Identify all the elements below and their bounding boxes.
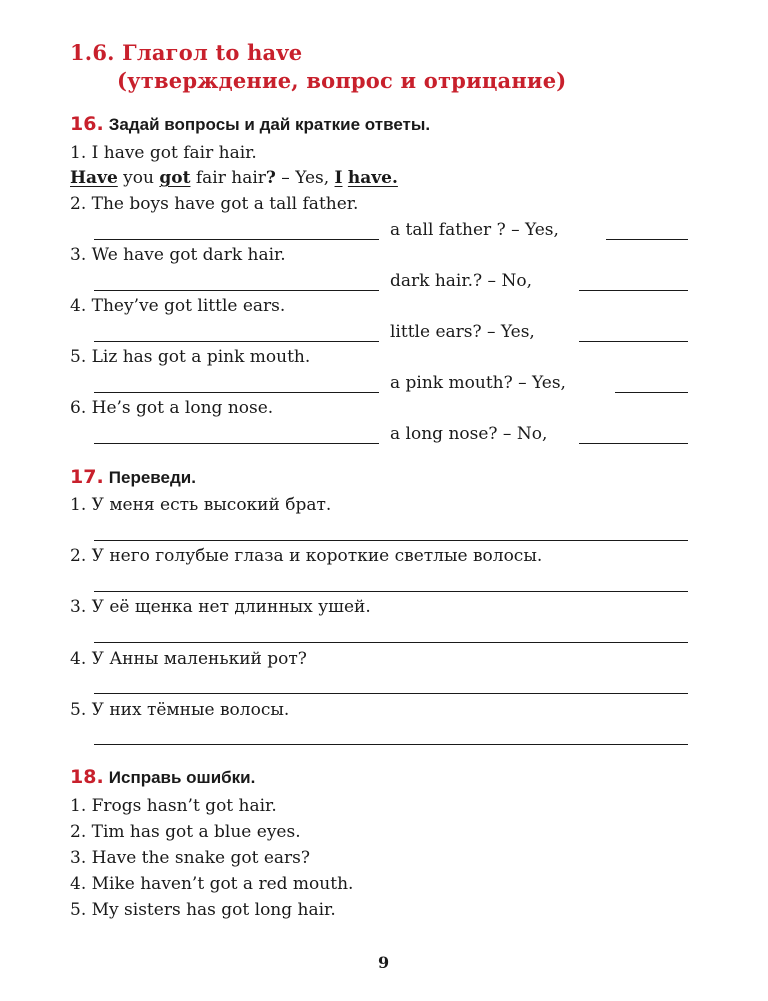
- exercise-instruction: Задай вопросы и дай краткие ответы.: [108, 115, 431, 134]
- exercise-16-header: [70, 113, 430, 135]
- answer-blank[interactable]: [94, 341, 379, 342]
- section-title: 1.6. Глагол to have: [70, 40, 303, 65]
- ex17-item: 2. У него голубые глаза и короткие светлые волосы.: [70, 546, 543, 566]
- translation-blank[interactable]: [94, 744, 688, 745]
- ex18-item: 2. Tim has got a blue eyes.: [70, 822, 301, 842]
- translation-blank[interactable]: [94, 642, 688, 643]
- example-answer: [70, 168, 398, 188]
- exercise-18-header: [70, 766, 255, 788]
- exercise-instruction: Переведи.: [108, 468, 196, 487]
- ex17-item: 3. У её щенка нет длинных ушей.: [70, 597, 371, 617]
- short-answer-blank[interactable]: [615, 392, 688, 393]
- ex16-item-prompt: 6. He’s got a long nose.: [70, 398, 274, 418]
- example-dash: – Yes,: [275, 168, 335, 188]
- short-answer-blank[interactable]: [579, 290, 688, 291]
- ex16-item-middle: a pink mouth? – Yes,: [390, 373, 566, 393]
- ex16-item-prompt: 2. The boys have got a tall father.: [70, 194, 359, 214]
- ex18-item: 3. Have the snake got ears?: [70, 848, 310, 868]
- ex17-item: 1. У меня есть высокий брат.: [70, 495, 332, 515]
- ex17-item: 5. У них тёмные волосы.: [70, 700, 290, 720]
- example-have: Have: [70, 168, 118, 188]
- translation-blank[interactable]: [94, 540, 688, 541]
- example-you: you: [117, 168, 160, 188]
- short-answer-blank[interactable]: [606, 239, 688, 240]
- ex16-item-middle: a tall father ? – Yes,: [390, 220, 559, 240]
- ex18-item: 4. Mike haven’t got a red mouth.: [70, 874, 354, 894]
- answer-blank[interactable]: [94, 443, 379, 444]
- short-answer-blank[interactable]: [579, 341, 688, 342]
- example-prompt: 1. I have got fair hair.: [70, 143, 257, 163]
- example-qmark: ?: [265, 168, 276, 188]
- section-subtitle: (утверждение, вопрос и отрицание): [117, 68, 567, 93]
- translation-blank[interactable]: [94, 693, 688, 694]
- example-answer-i: I: [334, 168, 343, 188]
- ex16-item-middle: dark hair.? – No,: [390, 271, 532, 291]
- exercise-number: 17.: [70, 466, 104, 488]
- ex16-item-middle: a long nose? – No,: [390, 424, 548, 444]
- ex16-item-middle: little ears? – Yes,: [390, 322, 535, 342]
- example-rest: fair hair: [190, 168, 266, 188]
- ex18-item: 1. Frogs hasn’t got hair.: [70, 796, 277, 816]
- exercise-number: 18.: [70, 766, 104, 788]
- example-answer-have: have.: [347, 168, 398, 188]
- answer-blank[interactable]: [94, 290, 379, 291]
- ex18-item: 5. My sisters has got long hair.: [70, 900, 336, 920]
- answer-blank[interactable]: [94, 392, 379, 393]
- example-got: got: [159, 168, 191, 188]
- translation-blank[interactable]: [94, 591, 688, 592]
- answer-blank[interactable]: [94, 239, 379, 240]
- ex16-item-prompt: 5. Liz has got a pink mouth.: [70, 347, 311, 367]
- page-number: 9: [378, 953, 390, 972]
- exercise-instruction: Исправь ошибки.: [108, 768, 256, 787]
- short-answer-blank[interactable]: [579, 443, 688, 444]
- ex16-item-prompt: 3. We have got dark hair.: [70, 245, 286, 265]
- ex16-item-prompt: 4. They’ve got little ears.: [70, 296, 286, 316]
- exercise-number: 16.: [70, 113, 104, 135]
- ex17-item: 4. У Анны маленький рот?: [70, 649, 307, 669]
- exercise-17-header: [70, 466, 196, 488]
